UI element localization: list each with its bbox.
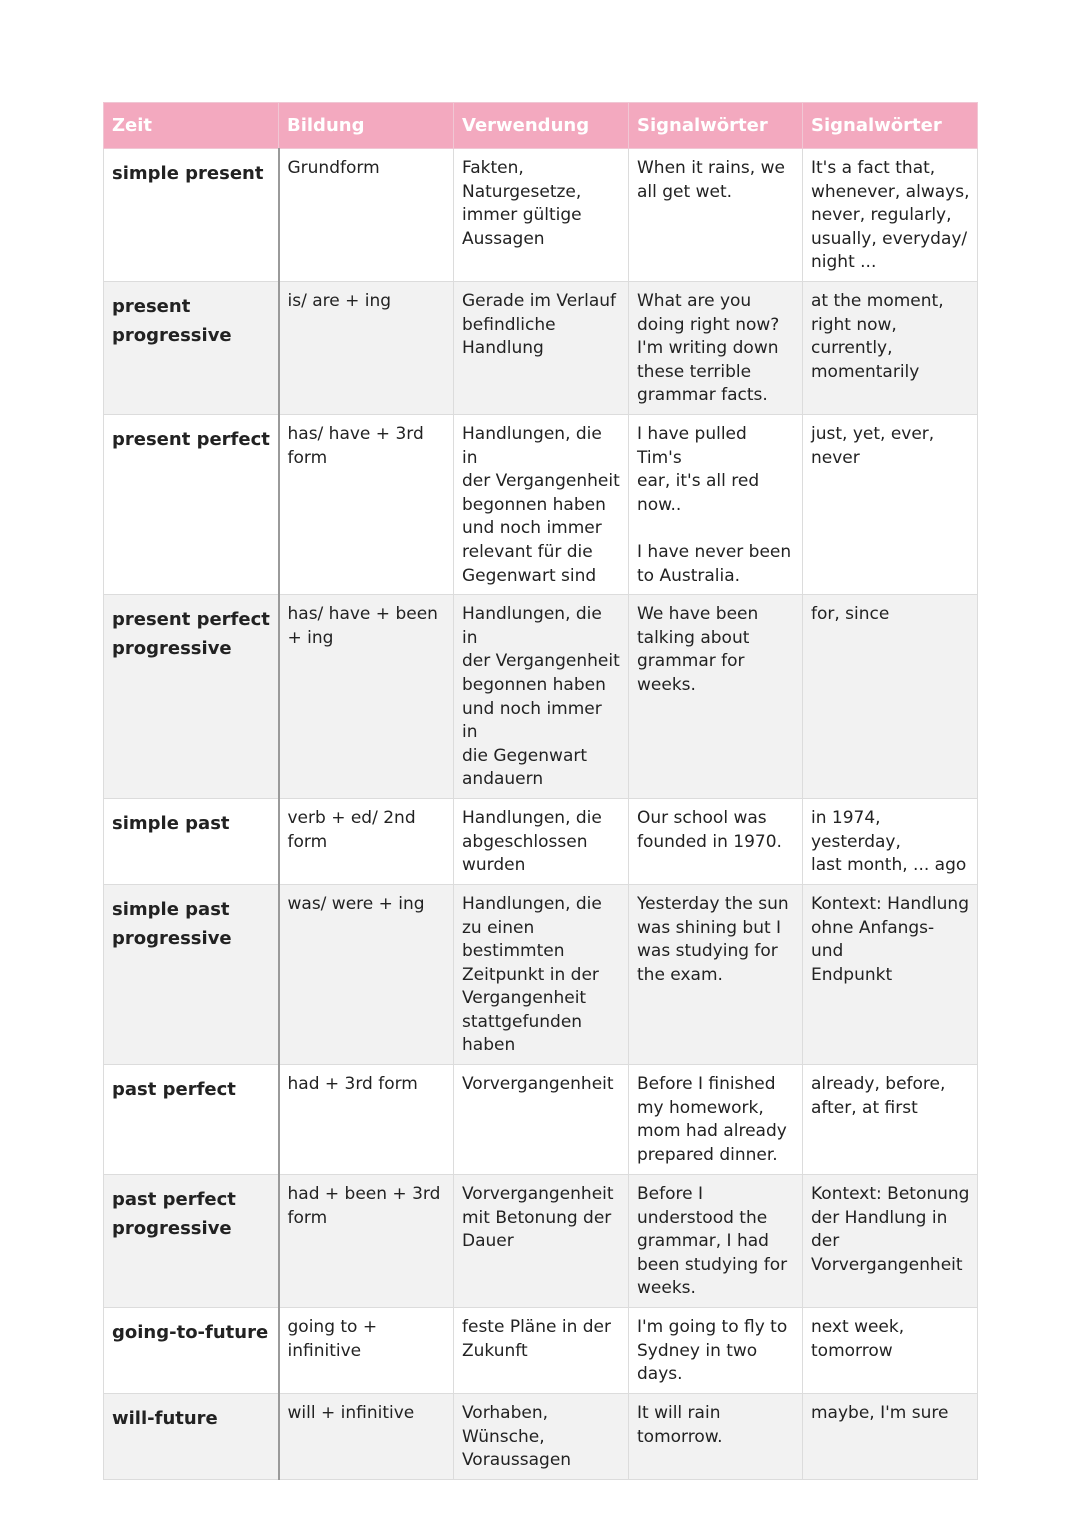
signalwoerter-cell: Kontext: Betonung der Handlung in der Vorvergangenheit [803, 1175, 978, 1308]
bildung-cell: had + been + 3rd form [279, 1175, 454, 1308]
header-signalwoerter-beispiel: Signalwörter [629, 103, 803, 149]
tense-name: present progressive [104, 282, 279, 415]
signalwoerter-cell: at the moment, right now, currently, momentarily [803, 282, 978, 415]
verwendung-cell: Handlungen, die zu einen bestimmten Zeitpunkt in der Vergangenheit stattgefunden haben [454, 884, 629, 1064]
header-zeit: Zeit [104, 103, 279, 149]
tense-name: simple past [104, 798, 279, 884]
tense-name: past perfect progressive [104, 1175, 279, 1308]
table-row [104, 1175, 978, 1308]
verwendung-cell: Vorvergangenheit mit Betonung der Dauer [454, 1175, 629, 1308]
beispiel-cell: I have pulled Tim's ear, it's all red now.. I have never been to Australia. [629, 415, 803, 595]
bildung-cell: going to + infinitive [279, 1308, 454, 1394]
tense-name: present perfect [104, 415, 279, 595]
signalwoerter-cell: It's a fact that, whenever, always, never, regularly, usually, everyday/ night ... [803, 149, 978, 282]
beispiel-cell: Before I understood the grammar, I had been studying for weeks. [629, 1175, 803, 1308]
tense-name: simple past progressive [104, 884, 279, 1064]
bildung-cell: is/ are + ing [279, 282, 454, 415]
beispiel-cell: Before I finished my homework, mom had already prepared dinner. [629, 1065, 803, 1175]
table-row [104, 595, 978, 799]
signalwoerter-cell: Kontext: Handlung ohne Anfangs- und Endpunkt [803, 884, 978, 1064]
table-header-row [104, 103, 978, 149]
table-row [104, 884, 978, 1064]
verwendung-cell: Handlungen, die in der Vergangenheit begonnen haben und noch immer relevant für die Gegenwart sind [454, 415, 629, 595]
beispiel-cell: Yesterday the sun was shining but I was studying for the exam. [629, 884, 803, 1064]
beispiel-cell: I'm going to fly to Sydney in two days. [629, 1308, 803, 1394]
table-row [104, 415, 978, 595]
verwendung-cell: Vorhaben, Wünsche, Voraussagen [454, 1394, 629, 1480]
signalwoerter-cell: next week, tomorrow [803, 1308, 978, 1394]
beispiel-cell: It will rain tomorrow. [629, 1394, 803, 1480]
table-row [104, 149, 978, 282]
grammar-tenses-table [103, 102, 978, 1480]
beispiel-cell: What are you doing right now? I'm writing down these terrible grammar facts. [629, 282, 803, 415]
beispiel-cell: We have been talking about grammar for weeks. [629, 595, 803, 799]
header-signalwoerter: Signalwörter [803, 103, 978, 149]
table-row [104, 1394, 978, 1480]
bildung-cell: Grundform [279, 149, 454, 282]
beispiel-cell: Our school was founded in 1970. [629, 798, 803, 884]
tense-name: will-future [104, 1394, 279, 1480]
table-row [104, 1065, 978, 1175]
header-verwendung: Verwendung [454, 103, 629, 149]
signalwoerter-cell: maybe, I'm sure [803, 1394, 978, 1480]
table-row [104, 798, 978, 884]
bildung-cell: verb + ed/ 2nd form [279, 798, 454, 884]
bildung-cell: was/ were + ing [279, 884, 454, 1064]
tense-name: past perfect [104, 1065, 279, 1175]
table-row [104, 282, 978, 415]
verwendung-cell: Vorvergangenheit [454, 1065, 629, 1175]
verwendung-cell: feste Pläne in der Zukunft [454, 1308, 629, 1394]
verwendung-cell: Gerade im Verlauf befindliche Handlung [454, 282, 629, 415]
tense-name: going-to-future [104, 1308, 279, 1394]
header-bildung: Bildung [279, 103, 454, 149]
bildung-cell: will + infinitive [279, 1394, 454, 1480]
bildung-cell: has/ have + been + ing [279, 595, 454, 799]
signalwoerter-cell: already, before, after, at first [803, 1065, 978, 1175]
tense-name: simple present [104, 149, 279, 282]
bildung-cell: had + 3rd form [279, 1065, 454, 1175]
table-row [104, 1308, 978, 1394]
signalwoerter-cell: in 1974, yesterday, last month, ... ago [803, 798, 978, 884]
tense-name: present perfect progressive [104, 595, 279, 799]
verwendung-cell: Handlungen, die abgeschlossen wurden [454, 798, 629, 884]
verwendung-cell: Fakten, Naturgesetze, immer gültige Aussagen [454, 149, 629, 282]
beispiel-cell: When it rains, we all get wet. [629, 149, 803, 282]
verwendung-cell: Handlungen, die in der Vergangenheit begonnen haben und noch immer in die Gegenwart andauern [454, 595, 629, 799]
signalwoerter-cell: for, since [803, 595, 978, 799]
bildung-cell: has/ have + 3rd form [279, 415, 454, 595]
signalwoerter-cell: just, yet, ever, never [803, 415, 978, 595]
